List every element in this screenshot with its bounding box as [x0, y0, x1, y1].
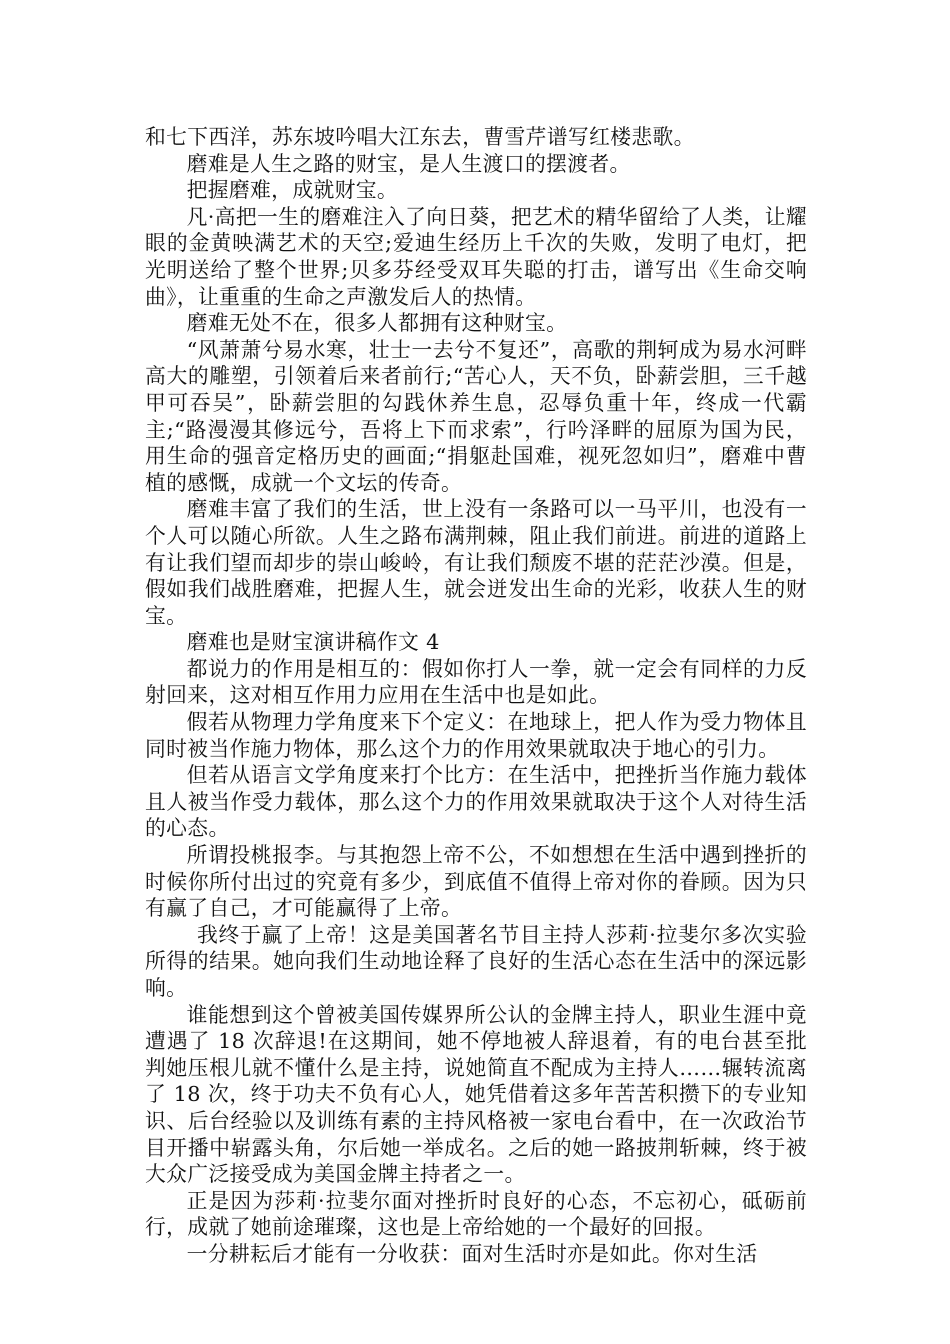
paragraph: 凡·高把一生的磨难注入了向日葵，把艺术的精华留给了人类，让耀眼的金黄映满艺术的天空;爱迪生经历上千次的失败，发明了电灯，把光明送给了整个世界;贝多芬经受双耳失聪的打击，谱写出《生命交响曲》，让重重的生命之声激发后人的热情。 — [145, 204, 807, 309]
paragraph: 谁能想到这个曾被美国传媒界所公认的金牌主持人，职业生涯中竟遭遇了 18 次辞退!在这期间，她不停地被人辞退着，有的电台甚至批判她压根儿就不懂什么是主持，说她简直不配成为主持人……辗转流离了 18 次，终于功夫不负有心人，她凭借着这多年苦苦积攒下的专业知识、后台经验以及训练有素的主持风格被一家电台看中，在一次政治节目开播中崭露头角，尔后她一举成名。之后的她一路披荆斩棘，终于被大众广泛接受成为美国金牌主持者之一。 — [145, 1002, 807, 1187]
paragraph: 但若从语言文学角度来打个比方：在生活中，把挫折当作施力载体且人被当作受力载体，那么这个力的作用效果就取决于这个人对待生活的心态。 — [145, 763, 807, 841]
paragraph: 都说力的作用是相互的：假如你打人一拳，就一定会有同样的力反射回来，这对相互作用力应用在生活中也是如此。 — [145, 656, 807, 708]
paragraph: 和七下西洋，苏东坡吟唱大江东去，曹雪芹谱写红楼悲歌。 — [145, 125, 695, 149]
paragraph: 正是因为莎莉·拉斐尔面对挫折时良好的心态，不忘初心，砥砺前行，成就了她前途璀璨，这也是上帝给她的一个最好的回报。 — [145, 1188, 807, 1240]
paragraph: 所谓投桃报李。与其抱怨上帝不公，不如想想在生活中遇到挫折的时候你所付出过的究竟有多少，到底值不值得上帝对你的眷顾。因为只有赢了自己，才可能赢得了上帝。 — [145, 843, 807, 921]
paragraph: 磨难无处不在，很多人都拥有这种财宝。 — [186, 311, 568, 336]
paragraph: 一分耕耘后才能有一分收获：面对生活时亦是如此。你对生活 — [186, 1241, 758, 1266]
paragraph: 我终于赢了上帝！这是美国著名节目主持人莎莉·拉斐尔多次实验所得的结果。她向我们生动地诠释了良好的生活心态在生活中的深远影响。 — [145, 922, 807, 1000]
paragraph: “风萧萧兮易水寒，壮士一去兮不复还”，高歌的荆轲成为易水河畔高大的雕塑，引领着后来者前行;“苦心人，天不负，卧薪尝胆，三千越甲可吞吴”，卧薪尝胆的勾践休养生息，忍辱负重十年，终成一代霸主;“路漫漫其修远兮，吾将上下而求索”，行吟泽畔的屈原为国为民，用生命的强音定格历史的画面;“捐躯赴国难，视死忽如归”，磨难中曹植的感慨，成就一个文坛的传奇。 — [145, 337, 807, 495]
document-page — [145, 124, 807, 1268]
paragraph: 磨难丰富了我们的生活，世上没有一条路可以一马平川，也没有一个人可以随心所欲。人生之路布满荆棘，阻止我们前进。前进的道路上有让我们望而却步的崇山峻岭，有让我们颓废不堪的茫茫沙漠。但是，假如我们战胜磨难，把握人生，就会迸发出生命的光彩，收获人生的财宝。 — [145, 497, 807, 628]
paragraph: 磨难是人生之路的财宝，是人生渡口的摆渡者。 — [186, 151, 631, 176]
paragraph: 假若从物理力学角度来下个定义：在地球上，把人作为受力物体且同时被当作施力物体，那么这个力的作用效果就取决于地心的引力。 — [145, 710, 807, 761]
paragraph: 把握磨难，成就财宝。 — [186, 178, 399, 203]
section-heading: 磨难也是财宝演讲稿作文 4 — [186, 630, 440, 655]
